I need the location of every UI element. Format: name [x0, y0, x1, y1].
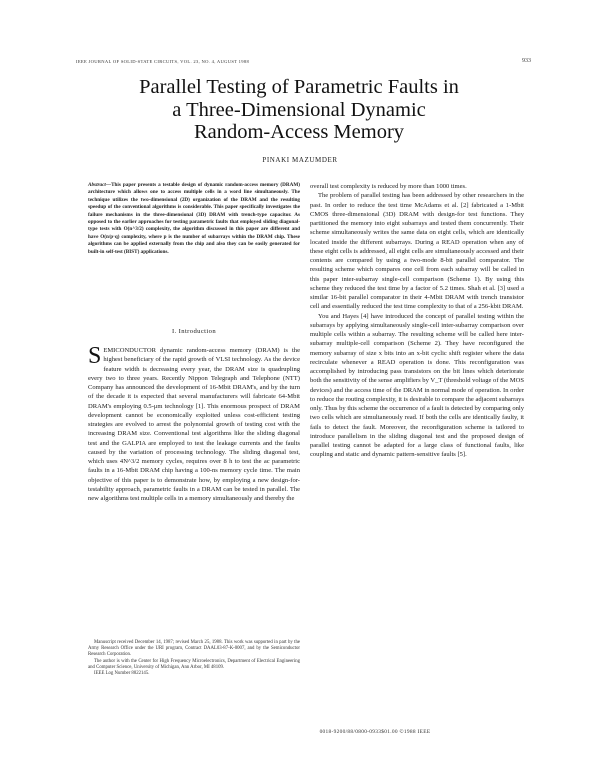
footnote-paragraph: Manuscript received December 14, 1987; revised March 25, 1988. This work was supported in part by the Army Research Office under the URI program, Contract DAAL03-87-K-0007, and by the Semiconductor Research Corporation. [88, 640, 300, 658]
intro-paragraph [88, 343, 300, 503]
intro-text: EMICONDUCTOR dynamic random-access memory (DRAM) is the highest beneficiary of the rapid growth of VLSI technology. As the device feature width is decreasing every year, the DRAM size is quadrupling every two to three years. Recently Nippon Telegraph and Telephone (NTT) Company has announced the development of 16-Mbit DRAM's, and by the turn of the decade it is expected that several manufacturers will fabricate 64-Mbit DRAM's employing 0.5-μm technology [1]. This enormous prospect of DRAM development cannot be economically exploited unless cost-efficient testing strategies are evolved to arrest the polynomial growth of testing cost with the increasing DRAM size. Conventional test algorithms like the sliding diagonal test and the GALPIA are employed to test the leakage currents and the faults caused by the variation of processing technology. The sliding diagonal test, which uses 4N^3/2 memory cycles, requires over 8 h to test the ac parametric faults in a 16-Mbit DRAM chip having a 100-ns memory cycle time. The main objective of this paper is to demonstrate how, by employing a new design-for-testability approach, parametric faults in a DRAM can be tested in parallel. The new algorithms test multiple cells in a memory simultaneously and thereby the [88, 347, 300, 502]
title-line: Parallel Testing of Parametric Faults in [139, 76, 459, 98]
footnote-paragraph: IEEE Log Number 8822145. [94, 671, 150, 677]
footnote [88, 640, 300, 677]
section-heading: I. Introduction [171, 328, 217, 335]
title-line: a Three-Dimensional Dynamic [172, 98, 426, 121]
body-paragraph: You and Hayes [4] have introduced the concept of parallel testing within the subarrays by applying simultaneously single-cell inter-subarray comparison over multiple cells within a subarray. The resulting scheme will be called here inter-subarray multiple-cell comparison (Scheme 2). They have reconfigured the memory subarray of size x bits into an x-bit cyclic shift register where the data recirculate whenever a READ operation is done. This reconfiguration was accomplished by introducing pass transistors on the bit lines which deteriorate both the sensitivity of the sense amplifiers by V_T (threshold voltage of the MOS devices) and the access time of the DRAM in normal mode of operation. In order to reduce the routing complexity, it is desirable to compare the adjacent subarrays only. Thus by this scheme the occurrence of a fault is detected by comparing only two cells which are simultaneously read. If both the cells are identically faulty, it fails to detect the fault. Moreover, the reconfiguration scheme is tailored to introduce parallelism in the sliding diagonal test and the proposed design of parallel testing cannot be adapted for a large class of functional faults, like coupling and static and dynamic pattern-sensitive faults [5]. [310, 312, 524, 459]
running-head: IEEE JOURNAL OF SOLID-STATE CIRCUITS, VOL. 23, NO. 4, AUGUST 1988 [76, 59, 250, 64]
page-number: 933 [522, 58, 531, 64]
copyright-line: 0018-9200/88/0800-0933$01.00 ©1988 IEEE [319, 729, 431, 735]
paper-title [60, 76, 538, 144]
drop-cap: S [88, 343, 102, 369]
abstract-label: Abstract [88, 182, 106, 188]
abstract [88, 182, 300, 256]
author-name: PINAKI MAZUMDER [262, 156, 338, 164]
body-paragraph: The problem of parallel testing has been addressed by other researchers in the past. In order to reduce the test time McAdams et al. [2] fabricated a 1-Mbit CMOS three-dimensional (3D) DRAM with design-for test functions. They partitioned the memory into eight subarrays and tested them concurrently. Their scheme simultaneously writes the same data on eight cells, which are identically located inside the different subarrays. During a READ operation when any of these eight cells is addressed, all eight cells are simultaneously accessed and their contents are compared by using a two-mode 8-bit parallel comparator. The resulting scheme which compares one cell from each subarray will be called in this paper inter-subarray single-cell comparison (Scheme 1). By using this scheme they reduced the test time by a factor of 5.2 times. Shah et al. [3] used a similar 16-bit parallel comparator in their 4-Mbit DRAM with trench transistor cell and essentially reduced the test time complexity to that of a 256-kbit DRAM. [310, 192, 524, 311]
right-column [310, 182, 524, 460]
footnote-paragraph: The author is with the Center for High Frequency Microelectronics, Department of Electrical Engineering and Computer Science, University of Michigan, Ann Arbor, MI 48109. [88, 658, 300, 670]
body-paragraph: overall test complexity is reduced by more than 1000 times. [310, 183, 467, 190]
abstract-text: —This paper presents a testable design of dynamic random-access memory (DRAM) architecture which allows one to access multiple cells in a word line simultaneously. The technique utilizes the two-dimensional (2D) organization of the DRAM and the resulting speedup of the conventional algorithms is considerable. This paper specifically investigates the failure mechanisms in the three-dimensional (3D) DRAM with trench-type capacitor. As opposed to the earlier approaches for testing parametric faults that employed sliding diagonal-type tests with O(n^3/2) complexity, the algorithm discussed in this paper are different and have O(n/p·q) complexity, where p is the number of subarrays within the DRAM chip. These algorithms can be applied externally from the chip and also they can be easily generated for built-in self-test (BIST) applications. [88, 182, 300, 255]
title-line: Random-Access Memory [193, 121, 405, 143]
